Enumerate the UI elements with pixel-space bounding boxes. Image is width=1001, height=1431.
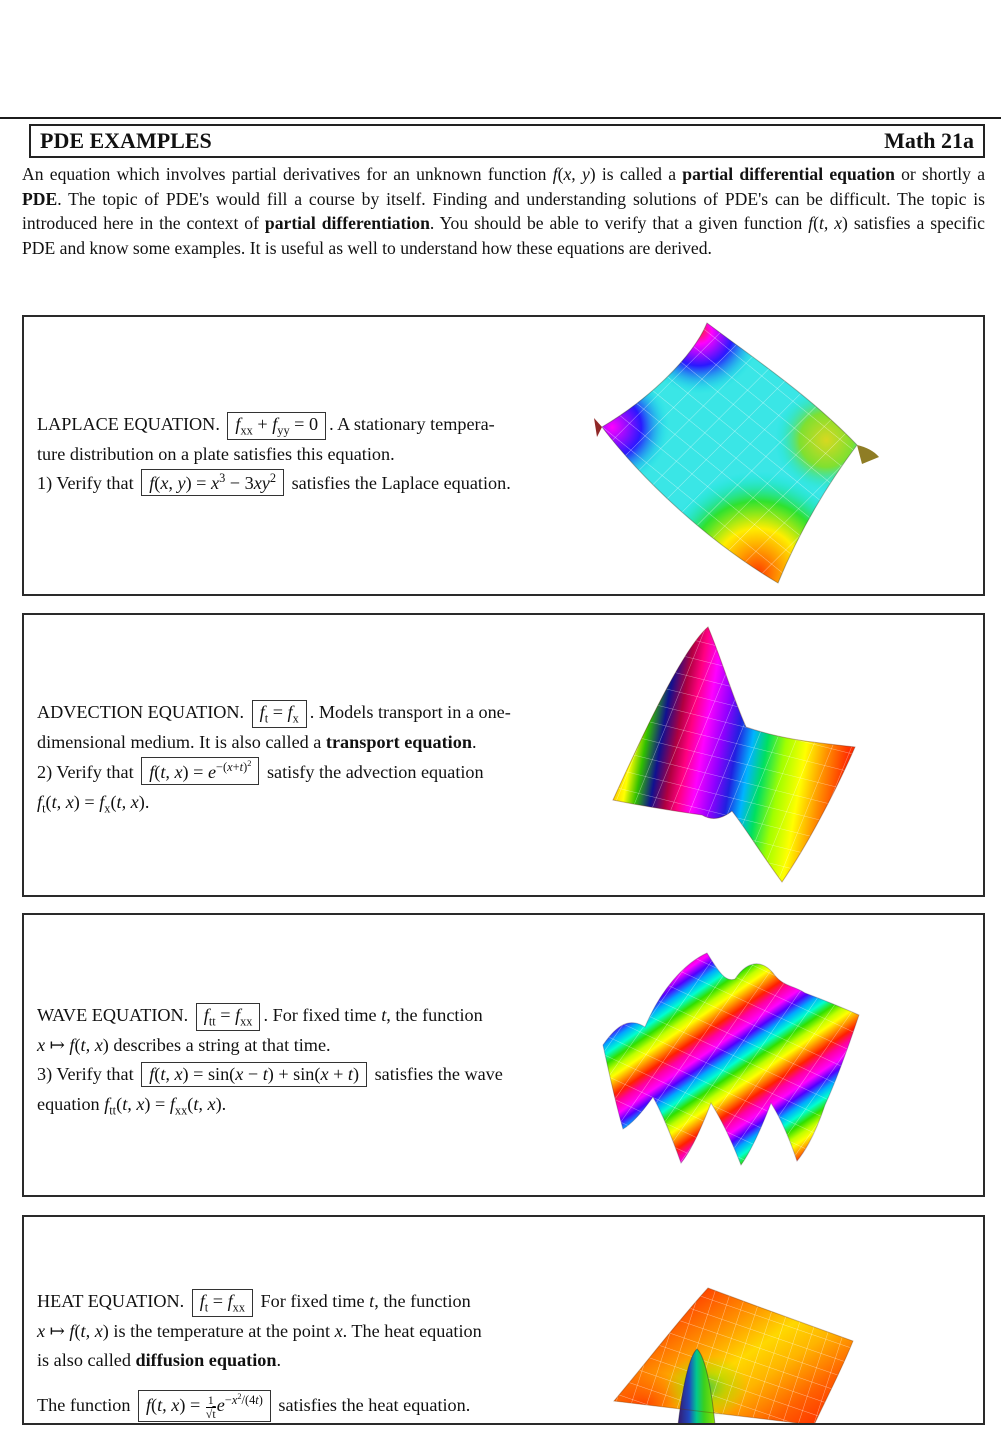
wave-line-3: 3) Verify that f(t, x) = sin(x − t) + sin(x + t) satisfies the wave bbox=[37, 1060, 503, 1090]
wave-surface-plot bbox=[599, 933, 889, 1193]
heat-section-box bbox=[22, 1215, 985, 1425]
wave-line-4: equation $f_{tt}(t$, $x) = f_{xx}(t$, x). bbox=[37, 1093, 227, 1118]
intro-paragraph: An equation which involves partial derivatives for an unknown function f(x, y) is called a partial differential equation or shortly a PDE. The topic of PDE's would fill a course by itself. Finding and understanding solutions of PDE's can be difficult. The topic is introduced here in the context of partial differentiation. You should be able to verify that a given function f(t, x) satisfies a specific PDE and know some examples. It is useful as well to understand how these equations are derived. bbox=[22, 164, 985, 259]
advection-text bbox=[37, 698, 511, 824]
advection-line-1: ADVECTION EQUATION. $f_t = f_x$ . Models transport in a one- bbox=[37, 698, 511, 728]
right-wing-tip bbox=[857, 445, 879, 464]
laplace-text bbox=[37, 410, 511, 499]
laplace-surface-plot bbox=[594, 317, 894, 596]
wave-text bbox=[37, 1001, 503, 1126]
top-rule bbox=[0, 117, 1001, 119]
heat-line-1: HEAT EQUATION. $f_t = f_{xx}$ For fixed time t, the function bbox=[37, 1287, 482, 1317]
heat-footnote: The function f(t, x) = $\frac{1}{√t}$ $e^{-x^2/(4t)}$ satisfies the heat equation. bbox=[37, 1392, 471, 1421]
advection-line-4: $f_t(t$, $x) = f_x(t$, x). bbox=[37, 792, 150, 816]
heat-text bbox=[37, 1287, 482, 1376]
laplace-line-1: LAPLACE EQUATION. $f_{xx} + f_{yy} = 0$ . A stationary tempera- bbox=[37, 410, 511, 440]
page-title: PDE EXAMPLES bbox=[40, 128, 212, 153]
advection-surface-plot bbox=[594, 615, 894, 897]
laplace-section-box bbox=[22, 315, 985, 596]
wave-section-box bbox=[22, 913, 985, 1197]
advection-line-2: dimensional medium. It is also called a transport equation. bbox=[37, 731, 477, 752]
wave-line-1: WAVE EQUATION. $f_{tt} = f_{xx}$ . For fixed time t, the function bbox=[37, 1001, 503, 1031]
heat-line-3: is also called diffusion equation. bbox=[37, 1350, 282, 1371]
laplace-line-3: 1) Verify that f(x, $y) = x^3 - 3xy^2$ satisfies the Laplace equation. bbox=[37, 469, 511, 499]
heat-surface-plot bbox=[594, 1275, 894, 1425]
course-label: Math 21a bbox=[884, 128, 974, 153]
laplace-line-2: ture distribution on a plate satisfies this equation. bbox=[37, 443, 395, 464]
wave-line-2: x ↦ f(t, x) describes a string at that time. bbox=[37, 1034, 331, 1055]
header-box bbox=[29, 124, 985, 158]
advection-section-box bbox=[22, 613, 985, 897]
heat-line-2: x ↦ f(t, x) is the temperature at the point x. The heat equation bbox=[37, 1320, 482, 1341]
left-wing-tip bbox=[594, 418, 602, 437]
advection-line-3: 2) Verify that f(t, $x) = e^{-(x+t)^2}$ satisfy the advection equation bbox=[37, 757, 511, 788]
